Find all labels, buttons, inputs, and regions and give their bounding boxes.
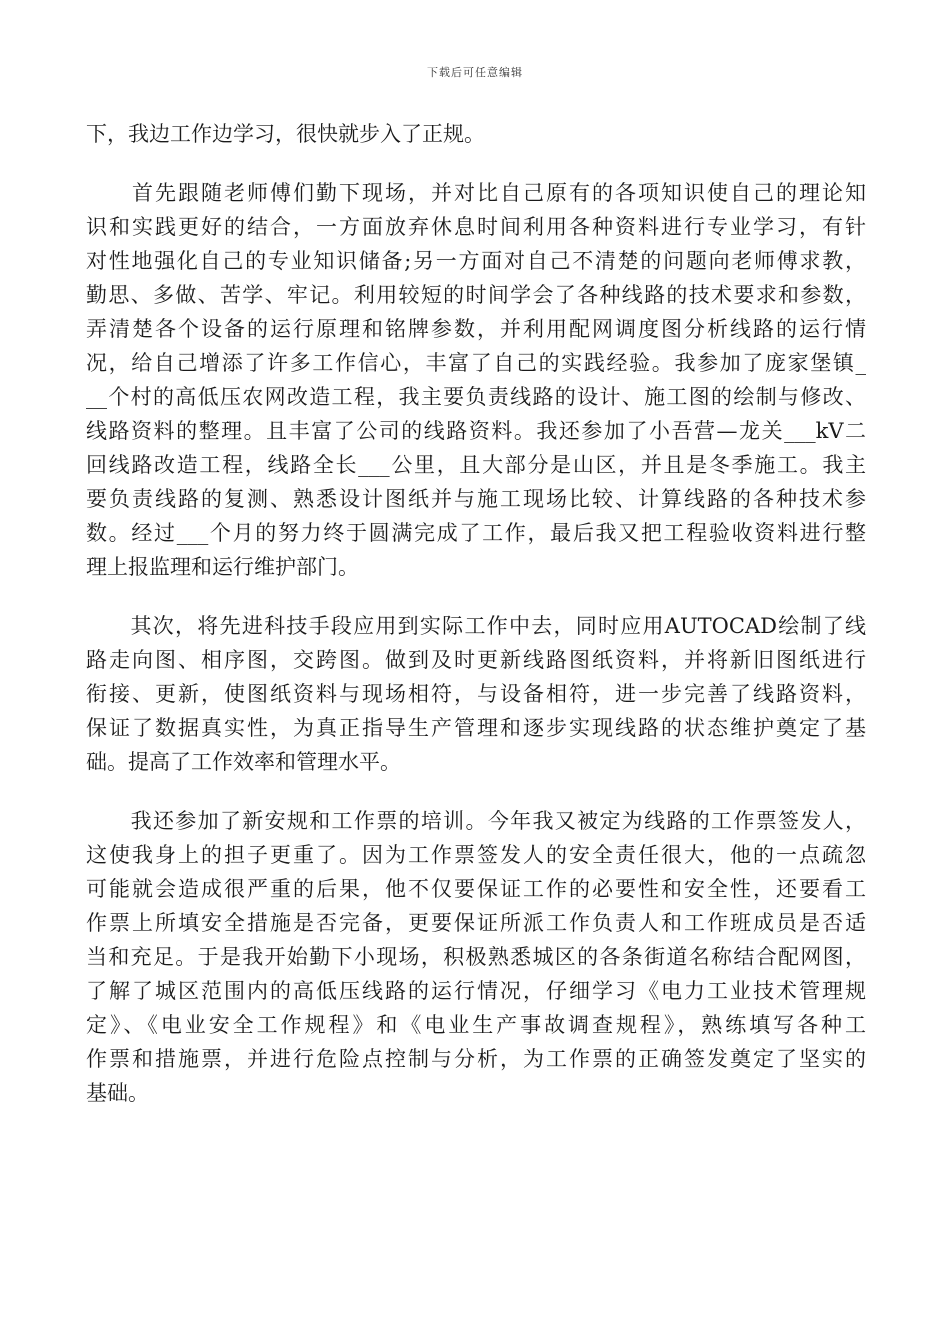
text-line: 可能就会造成很严重的后果，他不仅要保证工作的必要性和安全性，还要看工 xyxy=(86,877,866,901)
text-line: 况，给自己增添了许多工作信心，丰富了自己的实践经验。我参加了庞家堡镇_ xyxy=(86,351,866,375)
paragraph xyxy=(86,609,866,779)
text-line: __个村的高低压农网改造工程，我主要负责线路的设计、施工图的绘制与修改、 xyxy=(86,385,866,409)
text-line: 线路资料的整理。且丰富了公司的线路资料。我还参加了小吾营—龙关___kV二 xyxy=(86,419,866,443)
paragraph xyxy=(86,804,866,1110)
text-line: 作票上所填安全措施是否完备，更要保证所派工作负责人和工作班成员是否适 xyxy=(86,911,866,935)
text-line: 理上报监理和运行维护部门。 xyxy=(86,555,359,579)
text-line: 弄清楚各个设备的运行原理和铭牌参数，并利用配网调度图分析线路的运行情 xyxy=(86,317,866,341)
text-line: 勤思、多做、苦学、牢记。利用较短的时间学会了各种线路的技术要求和参数， xyxy=(86,283,866,307)
text-line: 当和充足。于是我开始勤下小现场，积极熟悉城区的各条街道名称结合配网图， xyxy=(86,945,866,969)
text-line: 识和实践更好的结合，一方面放弃休息时间利用各种资料进行专业学习，有针 xyxy=(86,215,866,239)
document-body xyxy=(86,117,866,1110)
text-line: 了解了城区范围内的高低压线路的运行情况，仔细学习《电力工业技术管理规 xyxy=(86,979,866,1003)
text-line: 路走向图、相序图，交跨图。做到及时更新线路图纸资料，并将新旧图纸进行 xyxy=(86,648,866,672)
page-header-note: 下载后可任意编辑 xyxy=(427,66,523,79)
text-line: 定》、《电业安全工作规程》和《电业生产事故调查规程》，熟练填写各种工 xyxy=(86,1013,866,1037)
text-line: 我还参加了新安规和工作票的培训。今年我又被定为线路的工作票签发人， xyxy=(86,809,866,833)
text-line: 衔接、更新，使图纸资料与现场相符，与设备相符，进一步完善了线路资料， xyxy=(86,682,866,706)
text-line: 保证了数据真实性，为真正指导生产管理和逐步实现线路的状态维护奠定了基 xyxy=(86,716,866,740)
text-line: 对性地强化自己的专业知识储备;另一方面对自己不清楚的问题向老师傅求教， xyxy=(86,249,866,273)
text-line: 这使我身上的担子更重了。因为工作票签发人的安全责任很大，他的一点疏忽 xyxy=(86,843,866,867)
text-line: 作票和措施票，并进行危险点控制与分析，为工作票的正确签发奠定了坚实的 xyxy=(86,1047,866,1071)
paragraph xyxy=(86,176,866,584)
paragraph xyxy=(86,117,866,151)
text-line: 要负责线路的复测、熟悉设计图纸并与施工现场比较、计算线路的各种技术参 xyxy=(86,487,866,511)
text-line: 础。提高了工作效率和管理水平。 xyxy=(86,750,401,774)
text-line: 基础。 xyxy=(86,1081,149,1105)
text-line: 回线路改造工程，线路全长___公里，且大部分是山区，并且是冬季施工。我主 xyxy=(86,453,866,477)
text-line: 数。经过___个月的努力终于圆满完成了工作，最后我又把工程验收资料进行整 xyxy=(86,521,866,545)
text-line: 其次，将先进科技手段应用到实际工作中去，同时应用AUTOCAD绘制了线 xyxy=(86,614,866,638)
text-line: 下，我边工作边学习，很快就步入了正规。 xyxy=(86,122,485,146)
text-line: 首先跟随老师傅们勤下现场，并对比自己原有的各项知识使自己的理论知 xyxy=(86,181,866,205)
